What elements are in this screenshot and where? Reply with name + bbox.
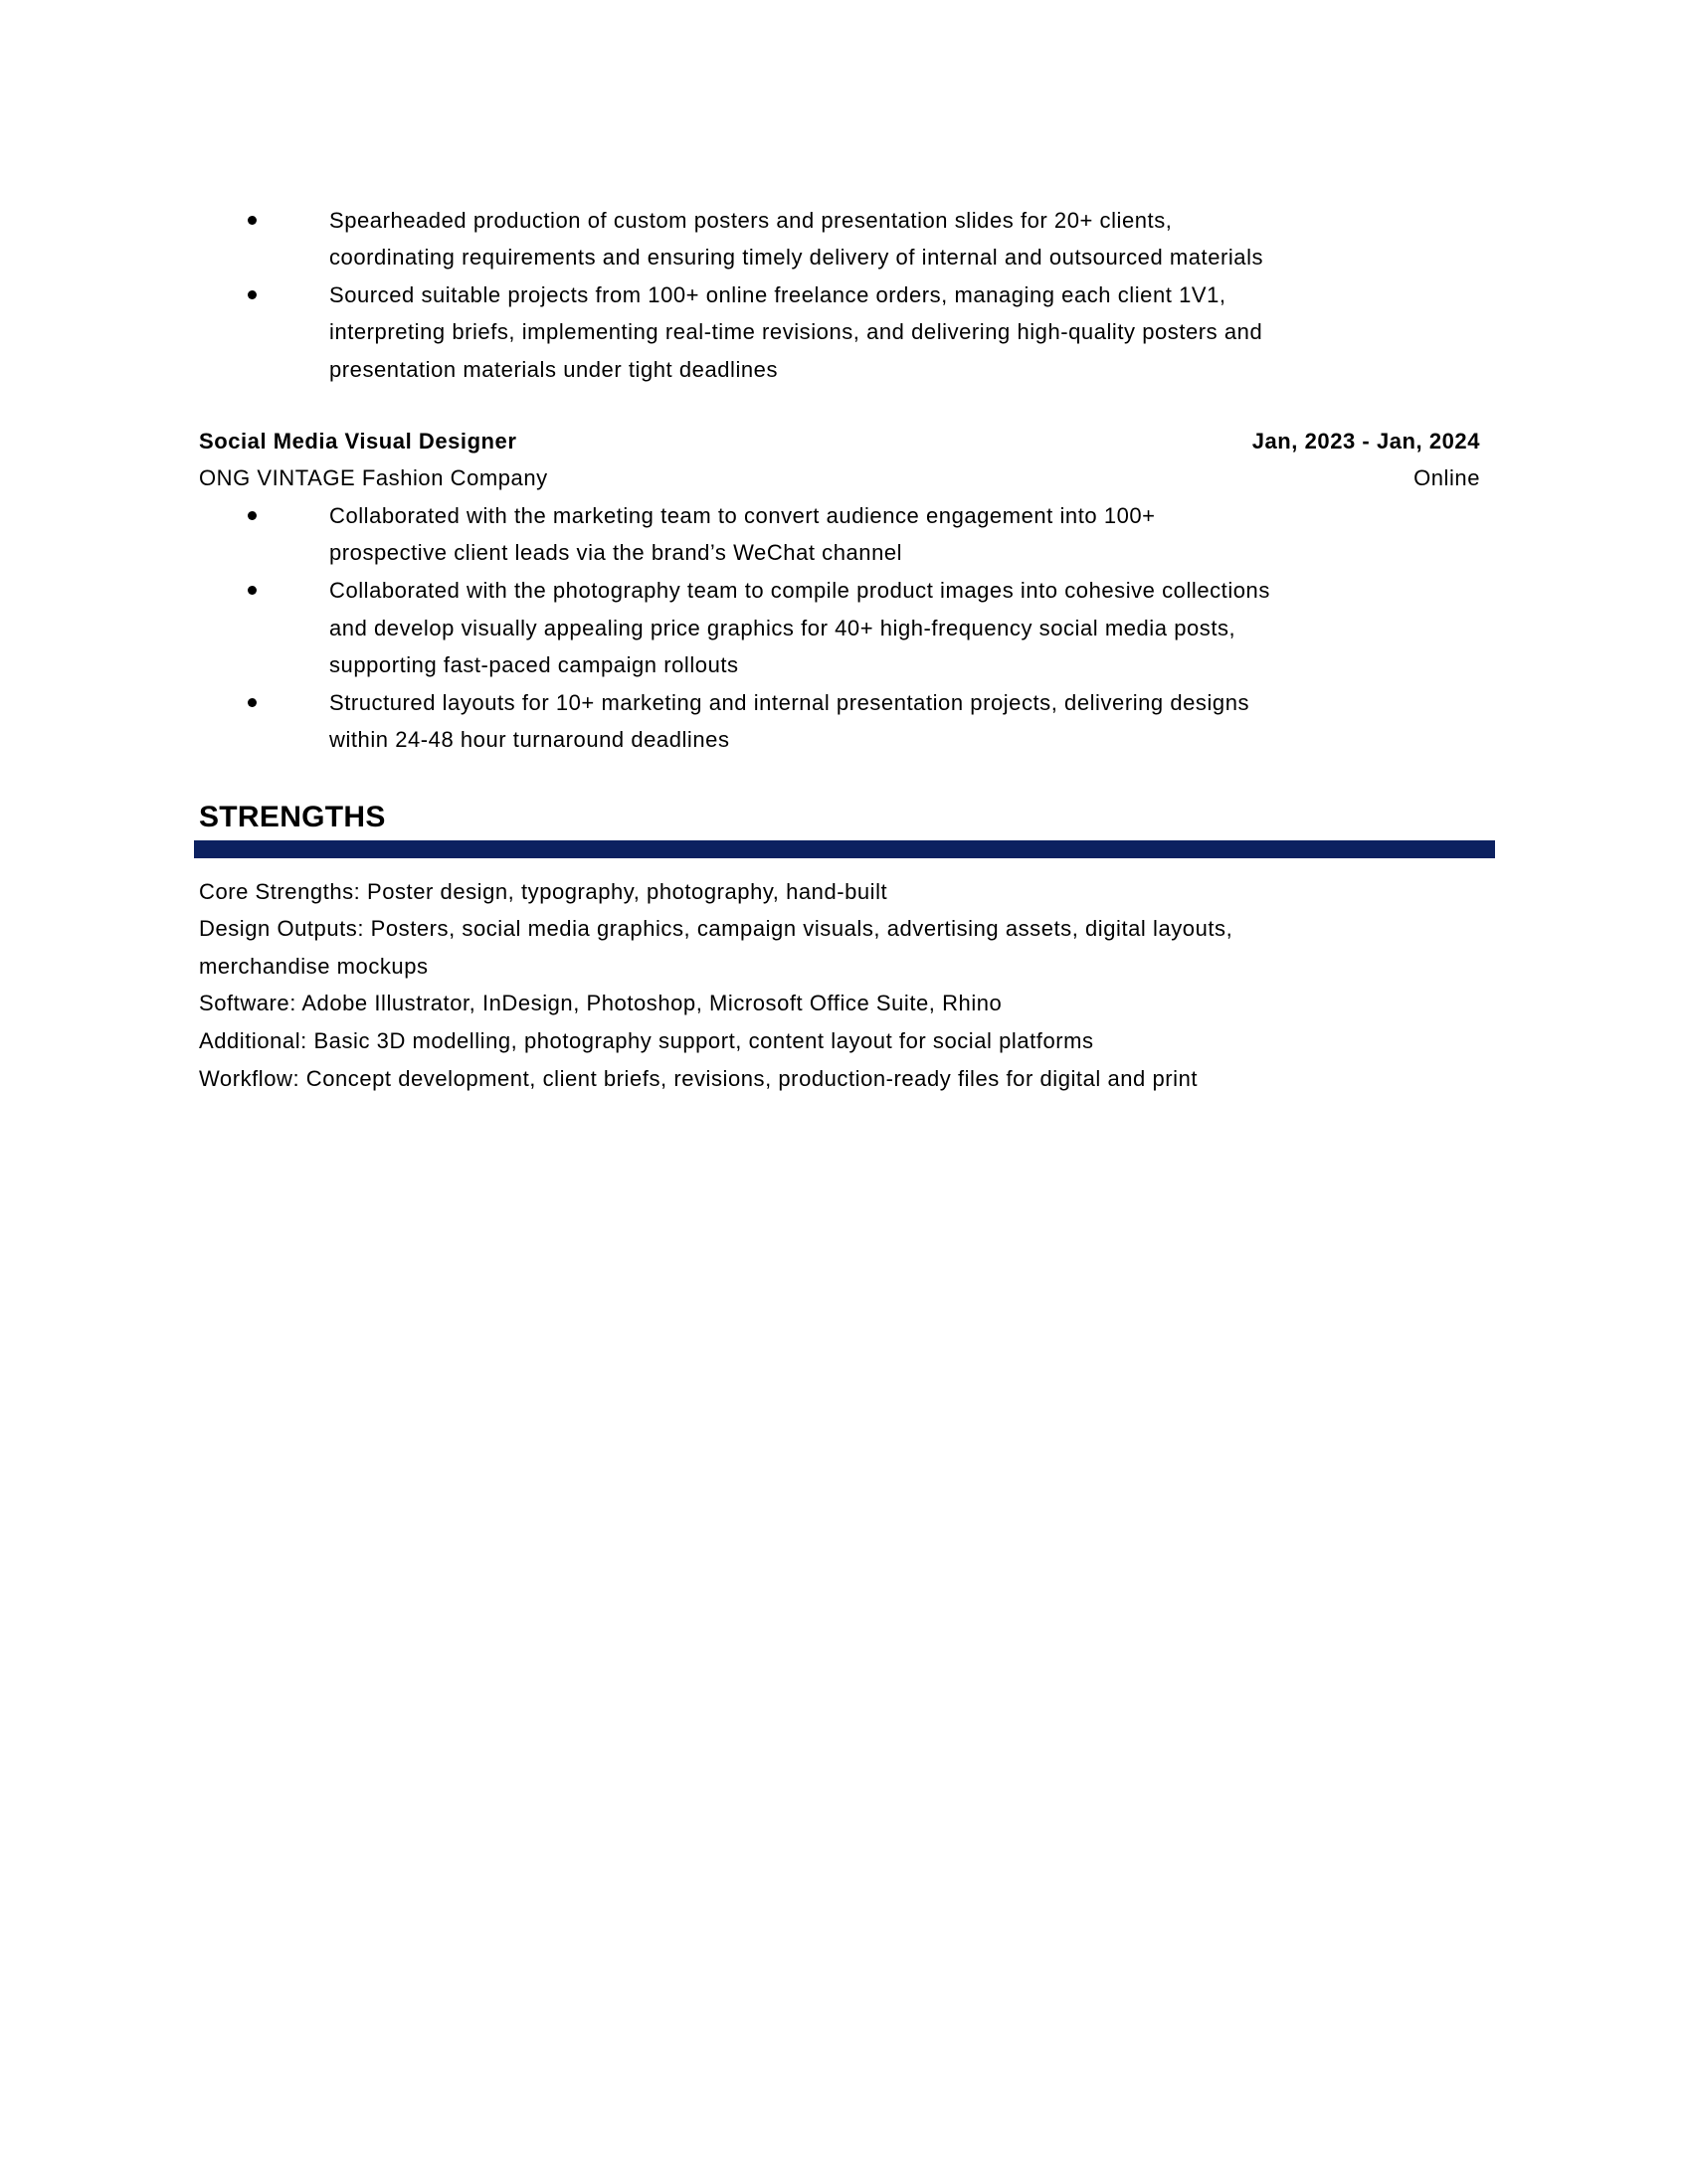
strength-line-software: Software: Adobe Illustrator, InDesign, Photoshop, Microsoft Office Suite, Rhino [199,991,1003,1016]
bullet-line: within 24-48 hour turnaround deadlines [329,727,730,753]
job-title: Social Media Visual Designer [199,428,517,454]
company-row [199,459,1480,497]
strength-line-design-outputs-cont: merchandise mockups [199,953,429,979]
company-name: ONG VINTAGE Fashion Company [199,465,548,491]
strength-line-design-outputs: Design Outputs: Posters, social media graphics, campaign visuals, advertising assets, digital layouts, [199,916,1233,942]
bullet-line: presentation materials under tight deadlines [329,357,779,382]
bullet-icon [248,698,257,707]
section-heading: STRENGTHS [199,801,386,833]
bullet-icon [248,216,257,225]
bullet-line: coordinating requirements and ensuring timely delivery of internal and outsourced materials [329,245,1264,271]
bullet-line: prospective client leads via the brand’s WeChat channel [329,540,903,566]
bullet-line: and develop visually appealing price graphics for 40+ high-frequency social media posts, [329,615,1236,640]
bullet-icon [248,511,257,520]
bullet-line: Structured layouts for 10+ marketing and internal presentation projects, delivering designs [329,689,1250,715]
bullet-line: Sourced suitable projects from 100+ online freelance orders, managing each client 1V1, [329,281,1226,307]
bullet-icon [248,290,257,299]
job-header-row [199,423,1480,460]
strength-line-additional: Additional: Basic 3D modelling, photography support, content layout for social platforms [199,1028,1094,1053]
job-location: Online [1413,465,1480,491]
bullet-line: Collaborated with the photography team to compile product images into cohesive collections [329,578,1270,603]
strength-line-core: Core Strengths: Poster design, typography, photography, hand-built [199,878,888,904]
job-dates: Jan, 2023 - Jan, 2024 [1251,428,1480,454]
bullet-line: interpreting briefs, implementing real-time revisions, and delivering high-quality posters and [329,319,1263,345]
bullet-line: Collaborated with the marketing team to convert audience engagement into 100+ [329,502,1156,528]
bullet-line: Spearheaded production of custom posters and presentation slides for 20+ clients, [329,207,1173,233]
section-divider [194,840,1495,858]
bullet-line: supporting fast-paced campaign rollouts [329,652,739,678]
bullet-icon [248,586,257,595]
strength-line-workflow: Workflow: Concept development, client briefs, revisions, production-ready files for digital and print [199,1065,1199,1091]
